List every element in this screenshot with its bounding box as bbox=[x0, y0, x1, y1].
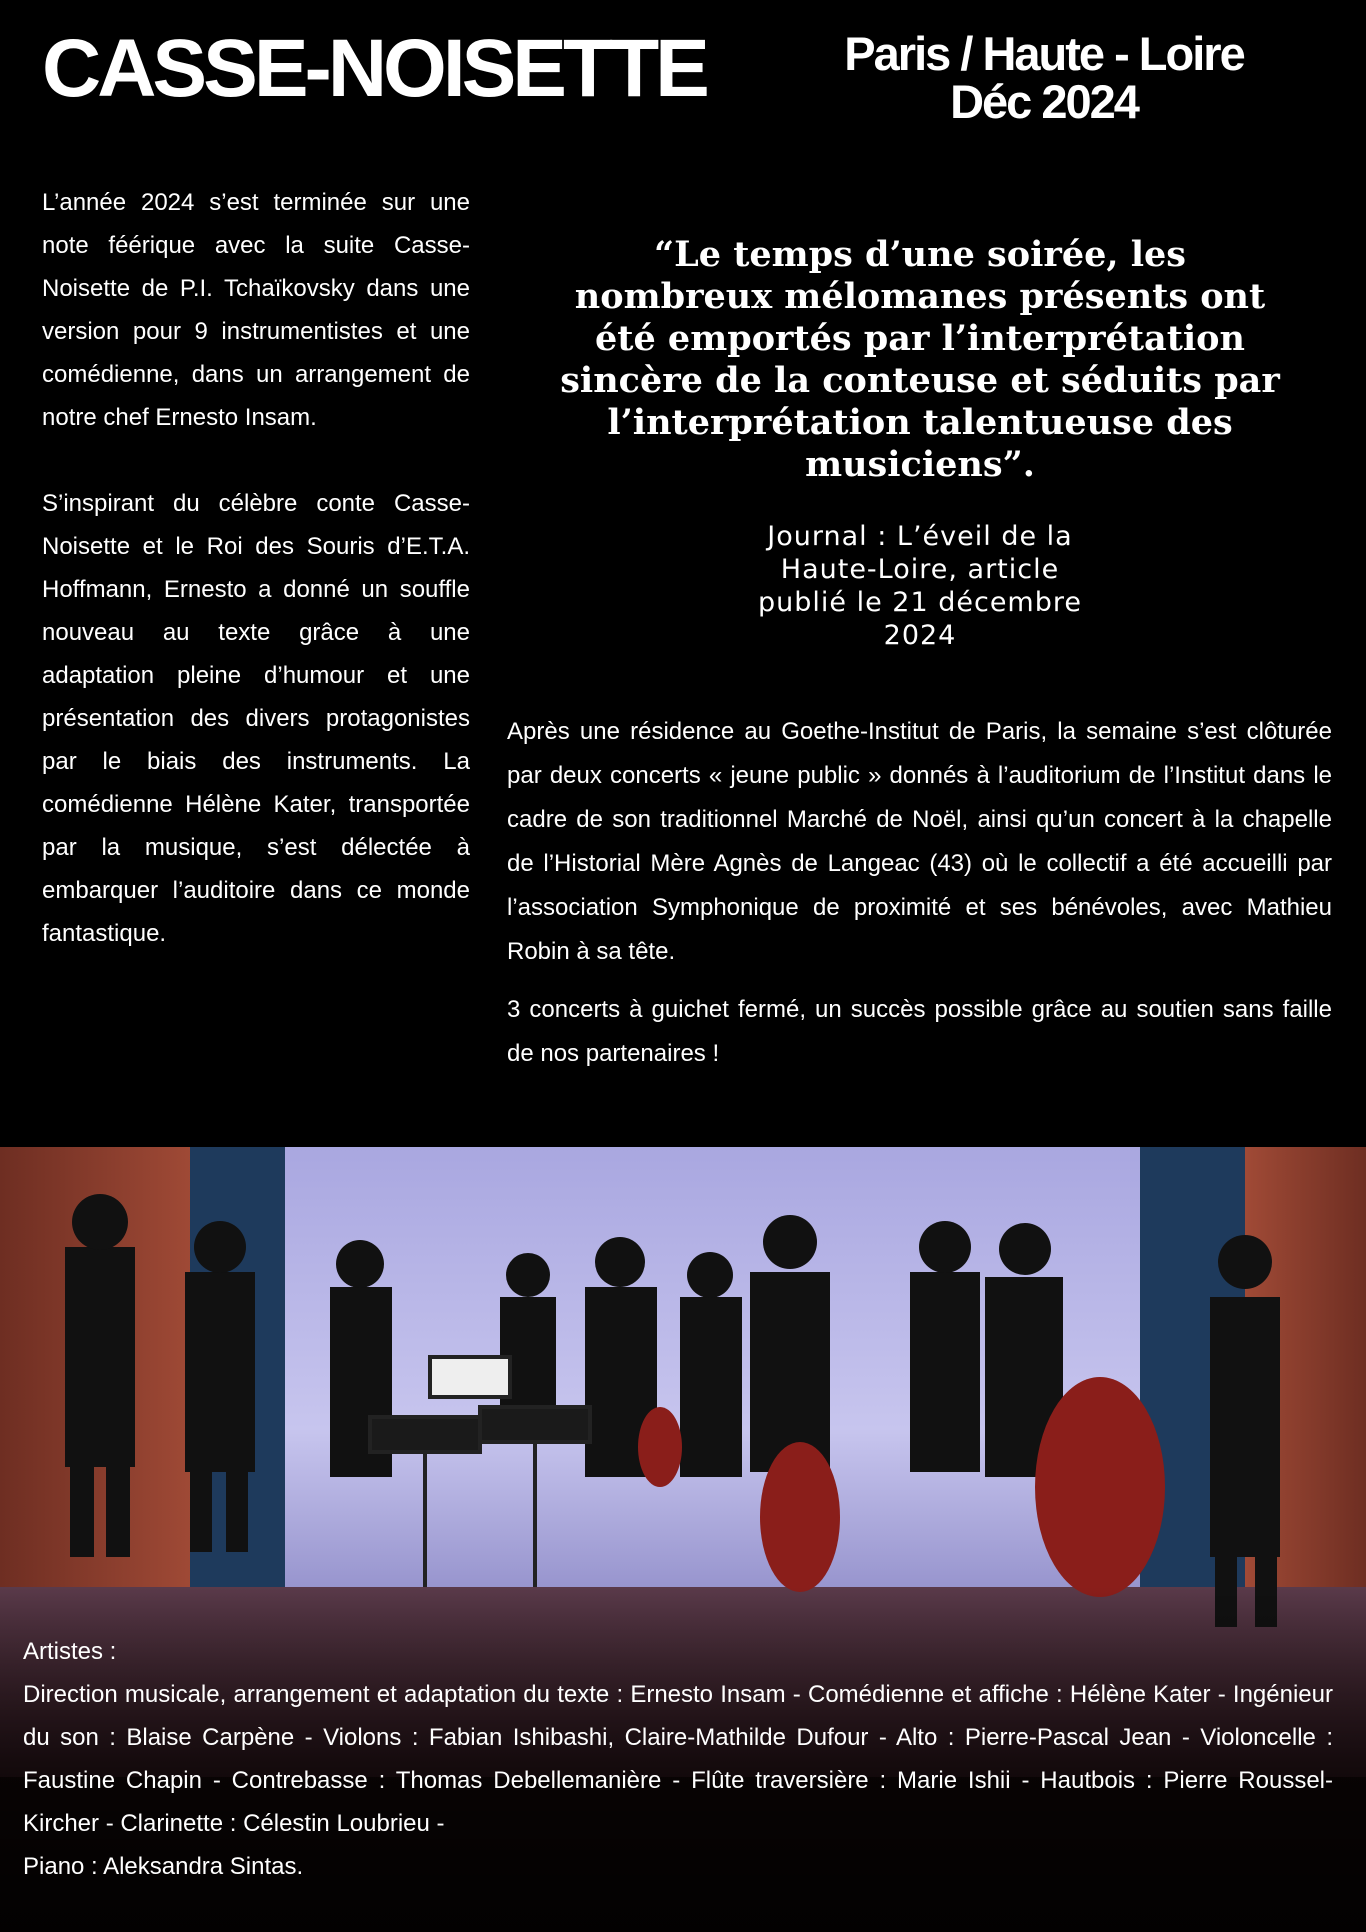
success-paragraph: 3 concerts à guichet fermé, un succès possible grâce au soutien sans faille de nos partenaires ! bbox=[507, 996, 1332, 1067]
location-date-block bbox=[784, 27, 1304, 129]
intro-paragraph: L’année 2024 s’est terminée sur une note féérique avec la suite Casse-Noisette de P.I. Tchaïkovsky dans une version pour 9 instrumentistes et une comédienne, dans un arrangement de notre chef Ernesto Insam. bbox=[42, 189, 470, 431]
residency-paragraph: Après une résidence au Goethe-Institut de Paris, la semaine s’est clôturée par deux concerts « jeune public » donnés à l’auditorium de l’Institut dans le cadre de son traditionnel Marché de Noël, ainsi qu’un concert à la chapelle de l’Historial Mère Agnès de Langeac (43) où le collectif a été accueilli par l’association Symphonique de proximité et ses bénévoles, avec Mathieu Robin à sa tête. bbox=[507, 718, 1332, 965]
artists-credits bbox=[23, 1630, 1333, 1888]
page-title: CASSE-NOISETTE bbox=[42, 23, 706, 114]
press-quote: “Le temps d’une soirée, les nombreux mélomanes présents ont été emportés par l’interprétation sincère de la conteuse et séduits par l’interprétation talentueuse des musiciens”. bbox=[560, 234, 1280, 485]
left-column bbox=[42, 181, 470, 998]
quote-source: Journal : L’éveil de la Haute-Loire, article publié le 21 décembre 2024 bbox=[758, 521, 1082, 651]
credits-list: Direction musicale, arrangement et adaptation du texte : Ernesto Insam - Comédienne et affiche : Hélène Kater - Ingénieur du son : Blaise Carpène - Violons : Fabian Ishibashi, Claire-Mathilde Dufour - Alto : Pierre-Pascal Jean - Violoncelle : Faustine Chapin - Contrebasse : Thomas Debellemanière - Flûte traversière : Marie Ishii - Hautbois : Pierre Roussel-Kircher - Clarinette : Célestin Loubrieu - bbox=[23, 1681, 1333, 1837]
credits-heading: Artistes : bbox=[23, 1638, 117, 1665]
date-text: Déc 2024 bbox=[950, 75, 1138, 129]
right-column bbox=[507, 710, 1332, 1090]
story-paragraph: S’inspirant du célèbre conte Casse-Noisette et le Roi des Souris d’E.T.A. Hoffmann, Ernesto a donné un souffle nouveau au texte grâce à une adaptation pleine d’humour et une présentation des divers protagonistes par le biais des instruments. La comédienne Hélène Kater, transportée par la musique, s’est délectée à embarquer l’auditoire dans ce monde fantastique. bbox=[42, 490, 470, 947]
location-text: Paris / Haute - Loire bbox=[844, 27, 1244, 80]
credits-last-line: Piano : Aleksandra Sintas. bbox=[23, 1853, 304, 1880]
